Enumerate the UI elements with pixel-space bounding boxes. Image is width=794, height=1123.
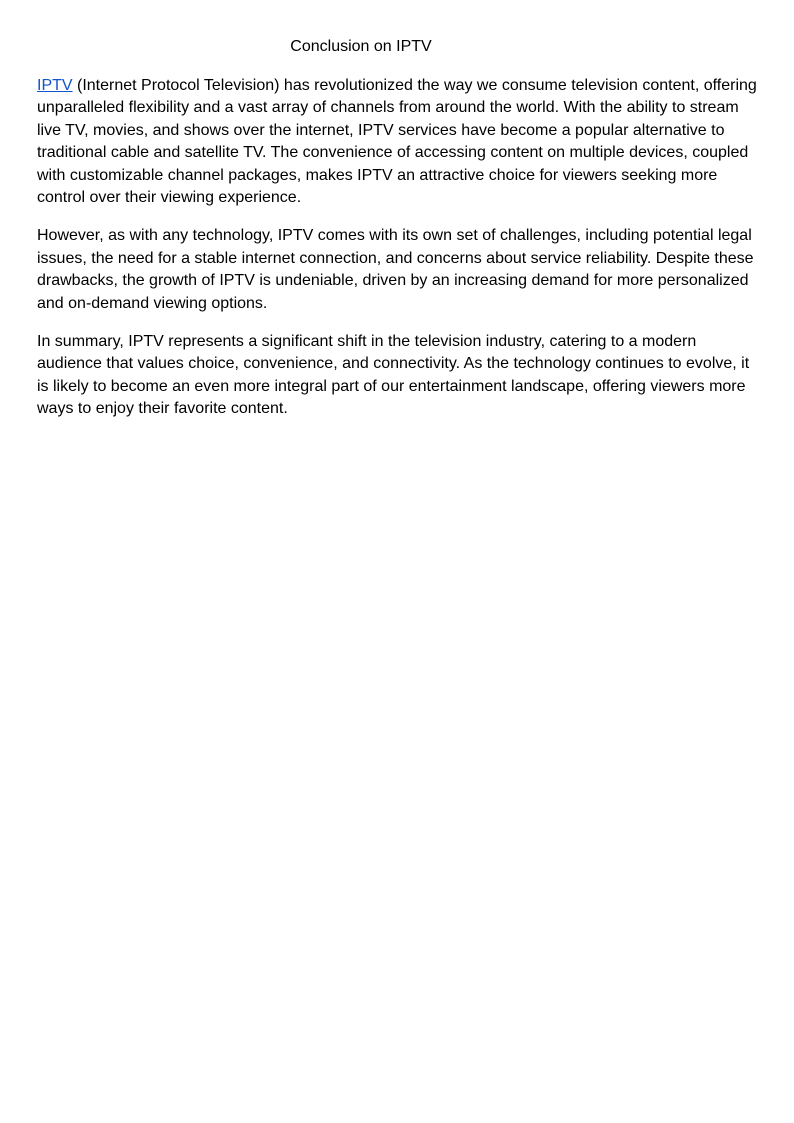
paragraph-challenges: However, as with any technology, IPTV comes with its own set of challenges, including potential legal issues, the need for a stable internet connection, and concerns about service reliability. Despite these drawbacks, the growth of IPTV is undeniable, driven by an increasing demand for more personalized and on-demand viewing options. <box>37 227 754 312</box>
paragraph-summary: In summary, IPTV represents a significant shift in the television industry, catering to a modern audience that values choice, convenience, and connectivity. As the technology continues to evolve, it is likely to become an even more integral part of our entertainment landscape, offering viewers more ways to enjoy their favorite content. <box>37 333 750 418</box>
paragraph-intro <box>37 75 761 209</box>
document-page <box>37 36 761 437</box>
document-title: Conclusion on IPTV <box>290 38 432 55</box>
paragraph-intro-text: (Internet Protocol Television) has revolutionized the way we consume television content, offering unparalleled flexibility and a vast array of channels from around the world. With the ability to stream live TV, movies, and shows over the internet, IPTV services have become a popular alternative to traditional cable and satellite TV. The convenience of accessing content on multiple devices, coupled with customizable channel packages, makes IPTV an attractive choice for viewers seeking more control over their viewing experience. <box>37 77 757 207</box>
iptv-link[interactable]: IPTV <box>37 77 73 94</box>
